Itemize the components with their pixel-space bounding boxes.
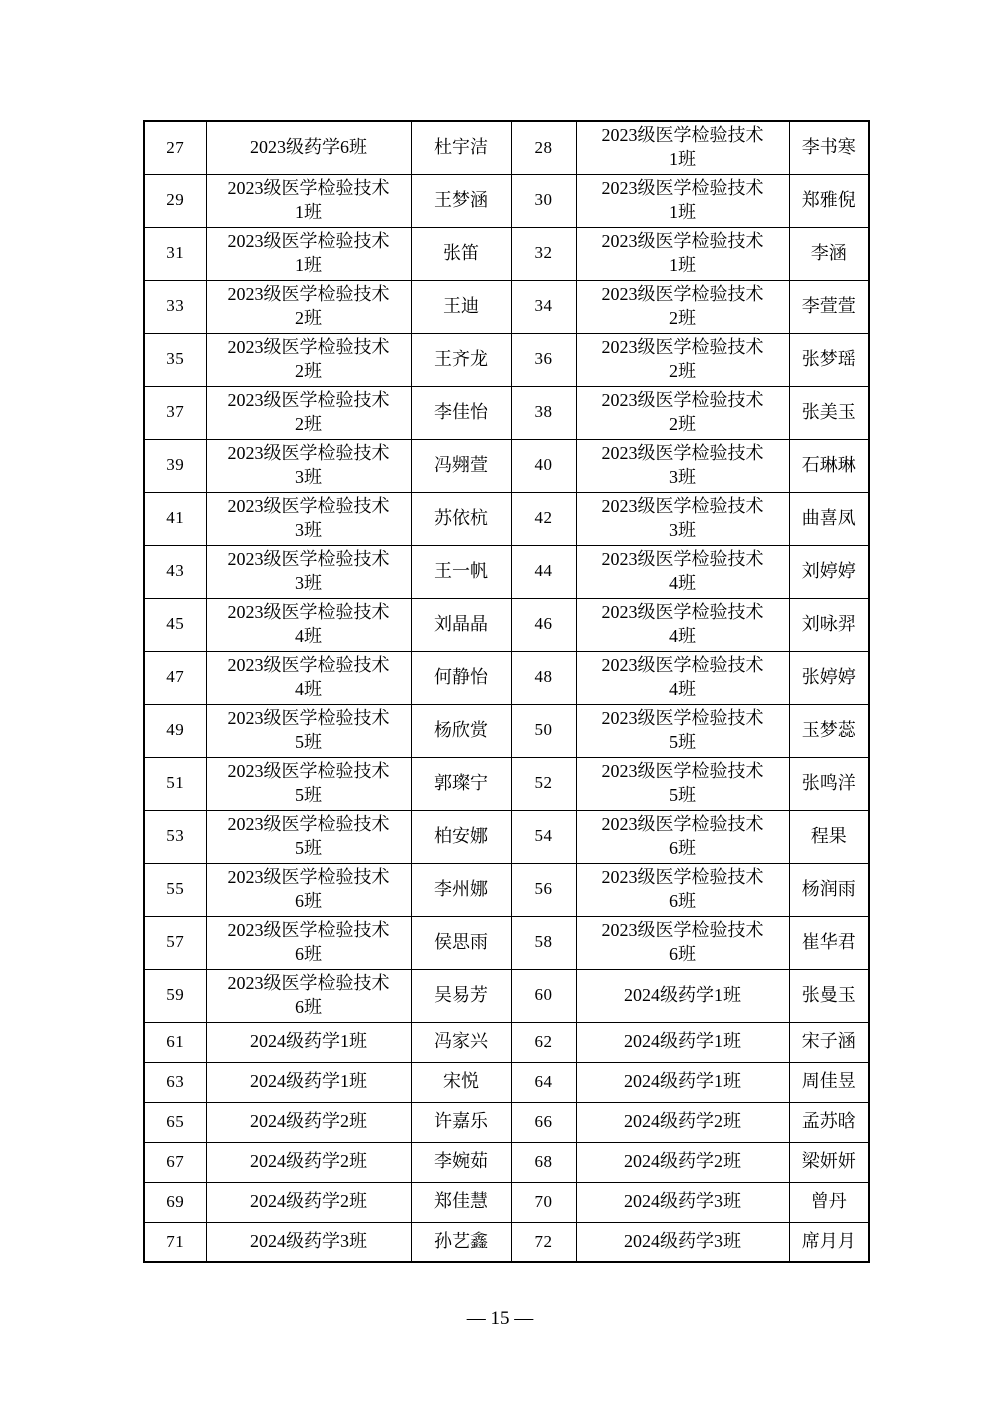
row-number-cell: 43	[144, 545, 206, 598]
student-name-cell: 郭璨宁	[411, 757, 511, 810]
table-row	[144, 1022, 869, 1062]
student-name-cell: 王一帆	[411, 545, 511, 598]
class-name-cell: 2023级医学检验技术 5班	[576, 757, 789, 810]
roster-table-body	[144, 121, 869, 1262]
student-name-cell: 李涵	[789, 227, 869, 280]
class-name-cell: 2023级医学检验技术 2班	[206, 333, 411, 386]
class-name-cell: 2024级药学1班	[576, 969, 789, 1022]
student-name-cell: 周佳昱	[789, 1062, 869, 1102]
class-name-cell: 2024级药学2班	[206, 1182, 411, 1222]
class-name-cell: 2023级药学6班	[206, 121, 411, 174]
row-number-cell: 29	[144, 174, 206, 227]
student-name-cell: 李书寒	[789, 121, 869, 174]
student-name-cell: 苏依杭	[411, 492, 511, 545]
row-number-cell: 36	[511, 333, 576, 386]
student-name-cell: 张鸣洋	[789, 757, 869, 810]
student-name-cell: 孟苏晗	[789, 1102, 869, 1142]
student-name-cell: 吴易芳	[411, 969, 511, 1022]
student-name-cell: 侯思雨	[411, 916, 511, 969]
row-number-cell: 47	[144, 651, 206, 704]
row-number-cell: 28	[511, 121, 576, 174]
class-name-cell: 2023级医学检验技术 3班	[206, 492, 411, 545]
page-number: — 15 —	[466, 1308, 534, 1329]
class-name-cell: 2024级药学3班	[576, 1182, 789, 1222]
student-name-cell: 郑雅倪	[789, 174, 869, 227]
row-number-cell: 65	[144, 1102, 206, 1142]
row-number-cell: 35	[144, 333, 206, 386]
student-name-cell: 曲喜凤	[789, 492, 869, 545]
student-name-cell: 王梦涵	[411, 174, 511, 227]
class-name-cell: 2023级医学检验技术 2班	[206, 280, 411, 333]
class-name-cell: 2023级医学检验技术 2班	[576, 280, 789, 333]
row-number-cell: 61	[144, 1022, 206, 1062]
row-number-cell: 60	[511, 969, 576, 1022]
class-name-cell: 2023级医学检验技术 6班	[206, 969, 411, 1022]
row-number-cell: 58	[511, 916, 576, 969]
student-name-cell: 梁妍妍	[789, 1142, 869, 1182]
table-row	[144, 174, 869, 227]
row-number-cell: 46	[511, 598, 576, 651]
class-name-cell: 2024级药学1班	[576, 1022, 789, 1062]
table-row	[144, 757, 869, 810]
class-name-cell: 2023级医学检验技术 4班	[206, 598, 411, 651]
roster-table	[143, 120, 870, 1263]
row-number-cell: 56	[511, 863, 576, 916]
student-name-cell: 席月月	[789, 1222, 869, 1262]
row-number-cell: 37	[144, 386, 206, 439]
class-name-cell: 2023级医学检验技术 5班	[206, 810, 411, 863]
class-name-cell: 2023级医学检验技术 1班	[576, 227, 789, 280]
class-name-cell: 2023级医学检验技术 5班	[206, 757, 411, 810]
student-name-cell: 李州娜	[411, 863, 511, 916]
class-name-cell: 2024级药学2班	[576, 1102, 789, 1142]
class-name-cell: 2023级医学检验技术 2班	[206, 386, 411, 439]
row-number-cell: 51	[144, 757, 206, 810]
class-name-cell: 2024级药学2班	[576, 1142, 789, 1182]
student-name-cell: 何静怡	[411, 651, 511, 704]
student-name-cell: 冯家兴	[411, 1022, 511, 1062]
table-row	[144, 969, 869, 1022]
class-name-cell: 2023级医学检验技术 4班	[576, 651, 789, 704]
class-name-cell: 2023级医学检验技术 6班	[576, 863, 789, 916]
table-row	[144, 227, 869, 280]
student-name-cell: 李佳怡	[411, 386, 511, 439]
class-name-cell: 2023级医学检验技术 6班	[206, 863, 411, 916]
table-row	[144, 439, 869, 492]
student-name-cell: 杨欣赏	[411, 704, 511, 757]
row-number-cell: 40	[511, 439, 576, 492]
student-name-cell: 刘晶晶	[411, 598, 511, 651]
class-name-cell: 2024级药学1班	[576, 1062, 789, 1102]
student-name-cell: 杜宇洁	[411, 121, 511, 174]
class-name-cell: 2023级医学检验技术 2班	[576, 386, 789, 439]
class-name-cell: 2023级医学检验技术 3班	[206, 545, 411, 598]
class-name-cell: 2023级医学检验技术 4班	[206, 651, 411, 704]
class-name-cell: 2023级医学检验技术 3班	[576, 492, 789, 545]
class-name-cell: 2024级药学1班	[206, 1022, 411, 1062]
table-row	[144, 1062, 869, 1102]
row-number-cell: 70	[511, 1182, 576, 1222]
student-name-cell: 王迪	[411, 280, 511, 333]
class-name-cell: 2024级药学2班	[206, 1142, 411, 1182]
table-row	[144, 333, 869, 386]
student-name-cell: 杨润雨	[789, 863, 869, 916]
student-name-cell: 张婷婷	[789, 651, 869, 704]
row-number-cell: 64	[511, 1062, 576, 1102]
table-row	[144, 1182, 869, 1222]
class-name-cell: 2024级药学3班	[576, 1222, 789, 1262]
student-name-cell: 宋悦	[411, 1062, 511, 1102]
student-name-cell: 孙艺鑫	[411, 1222, 511, 1262]
row-number-cell: 59	[144, 969, 206, 1022]
student-name-cell: 李萱萱	[789, 280, 869, 333]
table-row	[144, 651, 869, 704]
row-number-cell: 38	[511, 386, 576, 439]
table-row	[144, 492, 869, 545]
student-name-cell: 刘婷婷	[789, 545, 869, 598]
row-number-cell: 67	[144, 1142, 206, 1182]
class-name-cell: 2024级药学2班	[206, 1102, 411, 1142]
student-name-cell: 崔华君	[789, 916, 869, 969]
row-number-cell: 53	[144, 810, 206, 863]
class-name-cell: 2023级医学检验技术 1班	[206, 227, 411, 280]
class-name-cell: 2023级医学检验技术 1班	[206, 174, 411, 227]
class-name-cell: 2023级医学检验技术 2班	[576, 333, 789, 386]
table-row	[144, 280, 869, 333]
student-name-cell: 张梦瑶	[789, 333, 869, 386]
class-name-cell: 2023级医学检验技术 6班	[576, 810, 789, 863]
student-name-cell: 刘咏羿	[789, 598, 869, 651]
table-row	[144, 810, 869, 863]
row-number-cell: 66	[511, 1102, 576, 1142]
class-name-cell: 2023级医学检验技术 4班	[576, 545, 789, 598]
table-row	[144, 1142, 869, 1182]
row-number-cell: 31	[144, 227, 206, 280]
student-name-cell: 玉梦蕊	[789, 704, 869, 757]
student-name-cell: 张笛	[411, 227, 511, 280]
row-number-cell: 45	[144, 598, 206, 651]
table-row	[144, 386, 869, 439]
table-row	[144, 916, 869, 969]
table-row	[144, 545, 869, 598]
student-name-cell: 程果	[789, 810, 869, 863]
class-name-cell: 2023级医学检验技术 5班	[576, 704, 789, 757]
row-number-cell: 52	[511, 757, 576, 810]
student-name-cell: 宋子涵	[789, 1022, 869, 1062]
student-name-cell: 曾丹	[789, 1182, 869, 1222]
row-number-cell: 68	[511, 1142, 576, 1182]
row-number-cell: 42	[511, 492, 576, 545]
student-name-cell: 李婉茹	[411, 1142, 511, 1182]
student-name-cell: 王齐龙	[411, 333, 511, 386]
row-number-cell: 48	[511, 651, 576, 704]
row-number-cell: 39	[144, 439, 206, 492]
table-row	[144, 863, 869, 916]
student-name-cell: 石琳琳	[789, 439, 869, 492]
class-name-cell: 2024级药学3班	[206, 1222, 411, 1262]
class-name-cell: 2023级医学检验技术 3班	[206, 439, 411, 492]
row-number-cell: 34	[511, 280, 576, 333]
table-row	[144, 704, 869, 757]
student-name-cell: 郑佳慧	[411, 1182, 511, 1222]
student-name-cell: 张曼玉	[789, 969, 869, 1022]
student-name-cell: 冯翙萱	[411, 439, 511, 492]
row-number-cell: 32	[511, 227, 576, 280]
row-number-cell: 55	[144, 863, 206, 916]
class-name-cell: 2024级药学1班	[206, 1062, 411, 1102]
row-number-cell: 54	[511, 810, 576, 863]
student-name-cell: 许嘉乐	[411, 1102, 511, 1142]
row-number-cell: 62	[511, 1022, 576, 1062]
student-name-cell: 张美玉	[789, 386, 869, 439]
class-name-cell: 2023级医学检验技术 4班	[576, 598, 789, 651]
row-number-cell: 71	[144, 1222, 206, 1262]
row-number-cell: 72	[511, 1222, 576, 1262]
class-name-cell: 2023级医学检验技术 6班	[206, 916, 411, 969]
row-number-cell: 33	[144, 280, 206, 333]
class-name-cell: 2023级医学检验技术 3班	[576, 439, 789, 492]
row-number-cell: 49	[144, 704, 206, 757]
class-name-cell: 2023级医学检验技术 6班	[576, 916, 789, 969]
table-row	[144, 1222, 869, 1262]
row-number-cell: 57	[144, 916, 206, 969]
row-number-cell: 63	[144, 1062, 206, 1102]
row-number-cell: 69	[144, 1182, 206, 1222]
table-row	[144, 598, 869, 651]
table-row	[144, 121, 869, 174]
student-name-cell: 柏安娜	[411, 810, 511, 863]
table-row	[144, 1102, 869, 1142]
row-number-cell: 27	[144, 121, 206, 174]
class-name-cell: 2023级医学检验技术 5班	[206, 704, 411, 757]
class-name-cell: 2023级医学检验技术 1班	[576, 174, 789, 227]
row-number-cell: 44	[511, 545, 576, 598]
row-number-cell: 30	[511, 174, 576, 227]
row-number-cell: 50	[511, 704, 576, 757]
class-name-cell: 2023级医学检验技术 1班	[576, 121, 789, 174]
row-number-cell: 41	[144, 492, 206, 545]
